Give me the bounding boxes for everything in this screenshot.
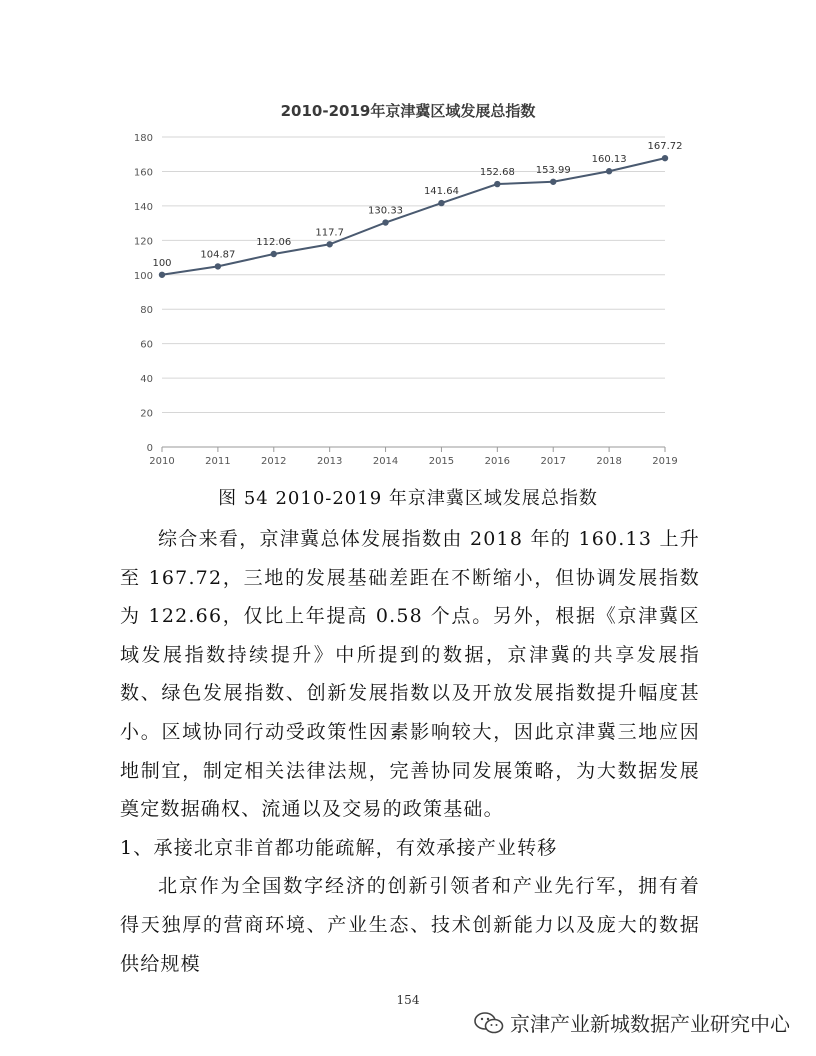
- x-tick-label: 2014: [372, 456, 399, 467]
- body-text: [120, 520, 700, 983]
- summary-paragraph: 综合来看，京津冀总体发展指数由 2018 年的 160.13 上升至 167.72，三地的发展基础差距在不断缩小，但协调发展指数为 122.66，仅比上年提高 0.58 个点。另外，根据《京津冀区域发展指数持续提升》中所提到的数据，京津冀的共享发展指数、绿色发展指数、创新发展指数以及开放发展指数提升幅度甚小。区域协同行动受政策性因素影响较大，因此京津冀三地应因地制宜，制定相关法律法规，完善协同发展策略，为大数据发展奠定数据确权、流通以及交易的政策基础。: [120, 528, 700, 821]
- x-tick-label: 2013: [316, 456, 343, 467]
- y-tick-label: 60: [140, 339, 153, 351]
- series-line: [162, 158, 665, 275]
- data-point: [662, 155, 668, 161]
- y-tick-label: 120: [133, 236, 153, 248]
- section-heading: 1、承接北京非首都功能疏解，有效承接产业转移: [120, 836, 558, 859]
- figure-caption: 图 54 2010-2019 年京津冀区域发展总指数: [218, 488, 598, 509]
- x-tick-label: 2019: [652, 456, 678, 467]
- y-tick-label: 100: [133, 270, 153, 282]
- y-tick-label: 0: [146, 443, 153, 454]
- data-point: [438, 200, 444, 206]
- data-label: 141.64: [423, 186, 459, 198]
- data-point: [550, 179, 556, 185]
- data-point: [606, 168, 612, 174]
- x-tick-label: 2015: [428, 456, 455, 467]
- chart-title: 2010-2019年京津冀区域发展总指数: [280, 102, 536, 120]
- data-point: [326, 241, 332, 247]
- beijing-paragraph: 北京作为全国数字经济的创新引领者和产业先行军，拥有着得天独厚的营商环境、产业生态、技术创新能力以及庞大的数据供给规模: [120, 875, 700, 975]
- y-tick-label: 80: [140, 305, 153, 317]
- x-tick-label: 2018: [596, 456, 622, 467]
- wechat-icon: [474, 1012, 504, 1034]
- data-label: 130.33: [368, 205, 404, 217]
- data-point: [382, 219, 388, 225]
- data-point: [494, 181, 500, 187]
- x-tick-label: 2017: [540, 456, 566, 467]
- data-label: 100: [152, 257, 172, 269]
- y-tick-label: 180: [133, 133, 153, 144]
- y-tick-label: 20: [140, 408, 153, 420]
- y-tick-label: 40: [140, 374, 153, 386]
- data-point: [271, 251, 277, 257]
- y-tick-label: 140: [133, 201, 153, 213]
- data-label: 160.13: [591, 154, 627, 166]
- y-tick-label: 160: [133, 167, 153, 179]
- watermark: [474, 1008, 790, 1037]
- line-chart: [0, 0, 816, 480]
- x-tick-label: 2012: [261, 456, 287, 467]
- data-point: [159, 272, 165, 278]
- watermark-text: 京津产业新城数据产业研究中心: [510, 1012, 790, 1036]
- data-label: 104.87: [200, 249, 236, 261]
- data-label: 152.68: [479, 167, 515, 179]
- x-tick-label: 2010: [149, 456, 175, 467]
- data-label: 117.7: [315, 227, 344, 239]
- data-point: [215, 263, 221, 269]
- x-tick-label: 2011: [205, 456, 231, 467]
- data-label: 153.99: [535, 164, 571, 176]
- data-label: 112.06: [256, 237, 292, 249]
- page-number: 154: [396, 993, 420, 1007]
- data-label: 167.72: [647, 141, 683, 153]
- x-tick-label: 2016: [484, 456, 511, 467]
